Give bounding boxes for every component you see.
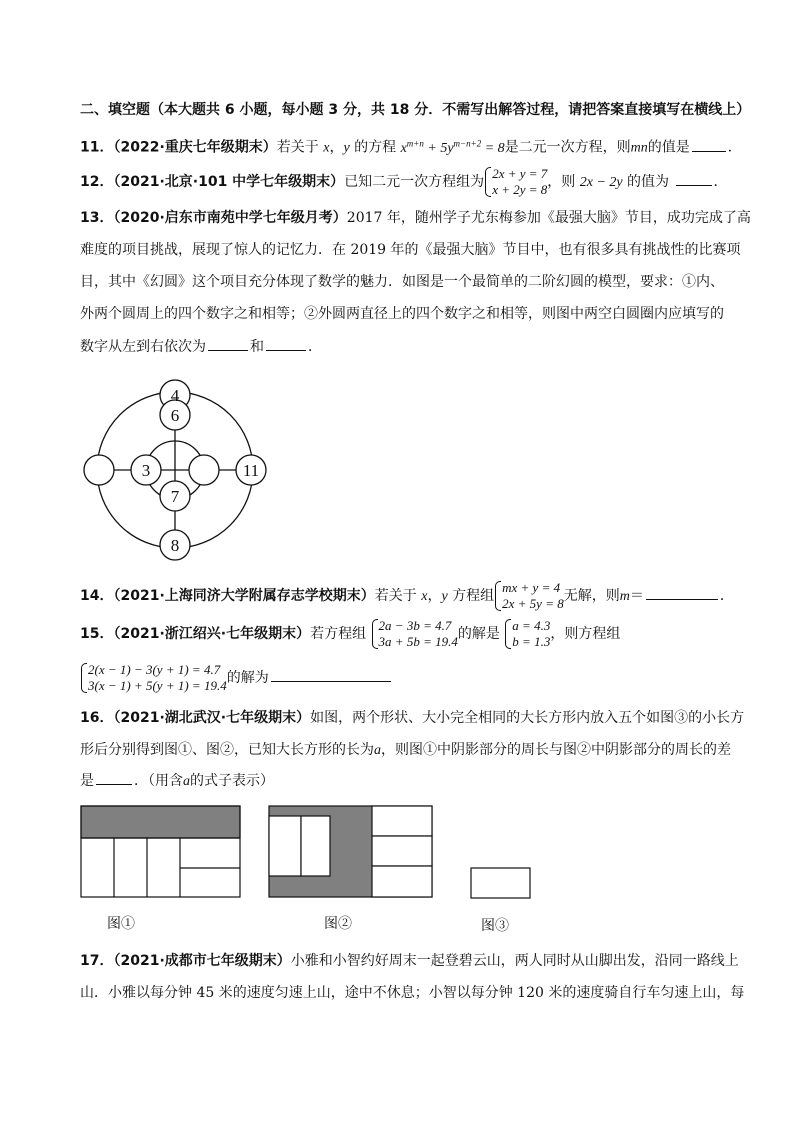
small-rect-2 xyxy=(301,816,330,876)
figure-2 xyxy=(268,805,435,900)
text: 已知二元一次方程组为 xyxy=(344,174,485,190)
question-source: （2020·启东市南苑中学七年级月考） xyxy=(113,210,347,226)
equation: $x^{m+n} + 5y^{m-n+2} = 8$ xyxy=(400,138,505,156)
label-inner-left: 3 xyxy=(141,461,151,480)
question-source: （2021·北京·101 中学七年级期末） xyxy=(113,174,345,190)
question-number: 15． xyxy=(80,626,114,642)
text: 小雅和小智约好周末一起登碧云山，两人同时从山脚出发，沿同一路线上 xyxy=(290,953,739,969)
equation-system: 2x + y = 7 x + 2y = 8 xyxy=(484,166,547,198)
var-x: x xyxy=(421,589,428,604)
question-13-line-3 xyxy=(80,272,724,292)
question-16-line-2 xyxy=(80,740,731,761)
text: 难度的项目挑战，展现了惊人的记忆力．在 2019 年的《最强大脑》节目中，也有很多具有挑战性的比赛项 xyxy=(80,242,741,258)
text: 的解为 xyxy=(226,670,269,686)
question-13-line-5 xyxy=(80,336,322,357)
question-number: 17． xyxy=(80,953,114,969)
question-number: 13． xyxy=(80,210,114,226)
answer-blank[interactable] xyxy=(271,667,391,682)
section-heading xyxy=(80,100,750,120)
text: 的值是 xyxy=(647,139,690,156)
var-a: a xyxy=(374,743,381,758)
text: 的方程 xyxy=(349,139,401,156)
question-source: （2022·重庆七年级期末） xyxy=(113,139,277,156)
section-title: 二、填空题（本大题共 6 小题，每小题 3 分，共 18 分．不需写出解答过程，请把答案直接填写在横线上） xyxy=(80,102,751,118)
text: 2017 年，随州学子尤东梅参加《最强大脑》节目，成功完成了高 xyxy=(346,210,751,226)
var-y: y xyxy=(343,140,350,156)
equation-system: mx + y = 4 2x + 5y = 8 xyxy=(494,580,564,612)
text: 方程组 xyxy=(447,588,495,604)
node-left-empty[interactable] xyxy=(84,455,114,485)
question-16-line-3 xyxy=(80,770,274,792)
answer-blank[interactable] xyxy=(646,585,718,600)
text: ． xyxy=(727,139,742,156)
text: 是二元一次方程，则 xyxy=(504,139,631,156)
small-rect-1 xyxy=(269,816,301,876)
expression: 2x − 2y xyxy=(579,175,623,190)
var-a: a xyxy=(183,774,190,789)
question-13-line-1 xyxy=(80,208,751,228)
small-rect-5 xyxy=(372,866,432,897)
question-12 xyxy=(80,164,728,201)
question-number: 16． xyxy=(80,710,114,726)
label-top: 4 xyxy=(170,386,180,405)
figure-1 xyxy=(80,805,242,900)
question-source: （2021·浙江绍兴·七年级期末） xyxy=(113,626,311,642)
solution-system: a = 4.3 b = 1.3 xyxy=(504,618,550,650)
text: 山．小雅以每分钟 45 米的速度匀速上山，途中不休息；小智以每分钟 120 米的速度骑自行车匀速上山，每 xyxy=(80,985,745,1001)
text: 目，其中《幻圆》这个项目充分体现了数学的魅力．如图是一个最简单的二阶幻圆的模型，要求：①内、 xyxy=(80,274,724,290)
node-inner-right-empty[interactable] xyxy=(189,455,219,485)
text: 数字从左到右依次为 xyxy=(80,339,206,355)
question-source: （2021·成都市七年级期末） xyxy=(113,953,291,969)
question-11 xyxy=(80,133,742,159)
question-13-line-2 xyxy=(80,240,741,260)
answer-blank-2[interactable] xyxy=(266,336,306,351)
question-14 xyxy=(80,578,734,615)
text: 和 xyxy=(250,339,264,355)
small-rect-4 xyxy=(372,836,432,866)
answer-blank[interactable] xyxy=(692,137,726,152)
figure-2-caption: 图② xyxy=(324,916,352,932)
shaded-region xyxy=(81,806,240,838)
answer-blank[interactable] xyxy=(676,171,712,186)
question-number: 14． xyxy=(80,588,114,604)
text: ， xyxy=(427,588,442,604)
figure-3 xyxy=(470,867,532,901)
text: ． xyxy=(713,174,728,190)
var-m: m xyxy=(619,589,630,604)
text: 无解，则 xyxy=(563,588,620,604)
question-17-line-2 xyxy=(80,983,744,1003)
figure-1-caption: 图① xyxy=(107,916,135,932)
text: ． xyxy=(719,588,734,604)
question-16-line-1 xyxy=(80,708,744,728)
text: ，则 xyxy=(547,174,580,190)
figure-3-caption: 图③ xyxy=(481,918,509,934)
question-number: 11． xyxy=(80,139,114,156)
question-13-line-4 xyxy=(80,304,724,324)
text: ， xyxy=(329,139,344,156)
text: ＝ xyxy=(629,588,644,604)
text: 若方程组 xyxy=(310,626,371,642)
text: ，则方程组 xyxy=(550,626,621,642)
label-inner-top: 6 xyxy=(170,406,180,425)
text: ．（用含 xyxy=(134,773,183,789)
equation-system: 2a − 3b = 4.7 3a + 5b = 19.4 xyxy=(371,618,458,650)
text: 若关于 xyxy=(276,139,324,156)
small-rectangle xyxy=(471,868,530,898)
label-right: 11 xyxy=(242,461,260,480)
text: 外两个圆周上的四个数字之和相等；②外圆两直径上的四个数字之和相等，则图中两空白圆圈内应填写的 xyxy=(80,306,724,322)
label-inner-bottom: 7 xyxy=(170,487,180,506)
var-mn: mn xyxy=(630,140,648,156)
question-number: 12． xyxy=(80,174,114,190)
text: 的式子表示） xyxy=(190,773,274,789)
magic-circle-figure xyxy=(80,378,272,568)
text: ，则图①中阴影部分的周长与图②中阴影部分的周长的差 xyxy=(381,742,731,758)
question-source: （2021·湖北武汉·七年级期末） xyxy=(113,710,311,726)
question-source: （2021·上海同济大学附属存志学校期末） xyxy=(113,588,375,604)
text: 形后分别得到图①、图②，已知大长方形的长为 xyxy=(80,742,374,758)
small-rect-3 xyxy=(372,806,432,836)
equation-system: 2(x − 1) − 3(y + 1) = 4.7 3(x − 1) + 5(y + 1) = 19.4 xyxy=(80,662,227,694)
question-15-line-1 xyxy=(80,616,620,652)
answer-blank[interactable] xyxy=(96,770,132,785)
answer-blank-1[interactable] xyxy=(208,336,248,351)
var-x: x xyxy=(323,140,330,156)
label-bottom: 8 xyxy=(170,536,180,555)
question-17-line-1 xyxy=(80,951,739,971)
text: 若关于 xyxy=(374,588,422,604)
text: ． xyxy=(308,339,322,355)
text: 的解是 xyxy=(457,626,505,642)
text: 是 xyxy=(80,773,94,789)
question-15-line-2 xyxy=(80,660,393,696)
var-y: y xyxy=(441,589,448,604)
text: 如图，两个形状、大小完全相同的大长方形内放入五个如图③的小长方 xyxy=(310,710,745,726)
text: 的值为 xyxy=(622,174,674,190)
